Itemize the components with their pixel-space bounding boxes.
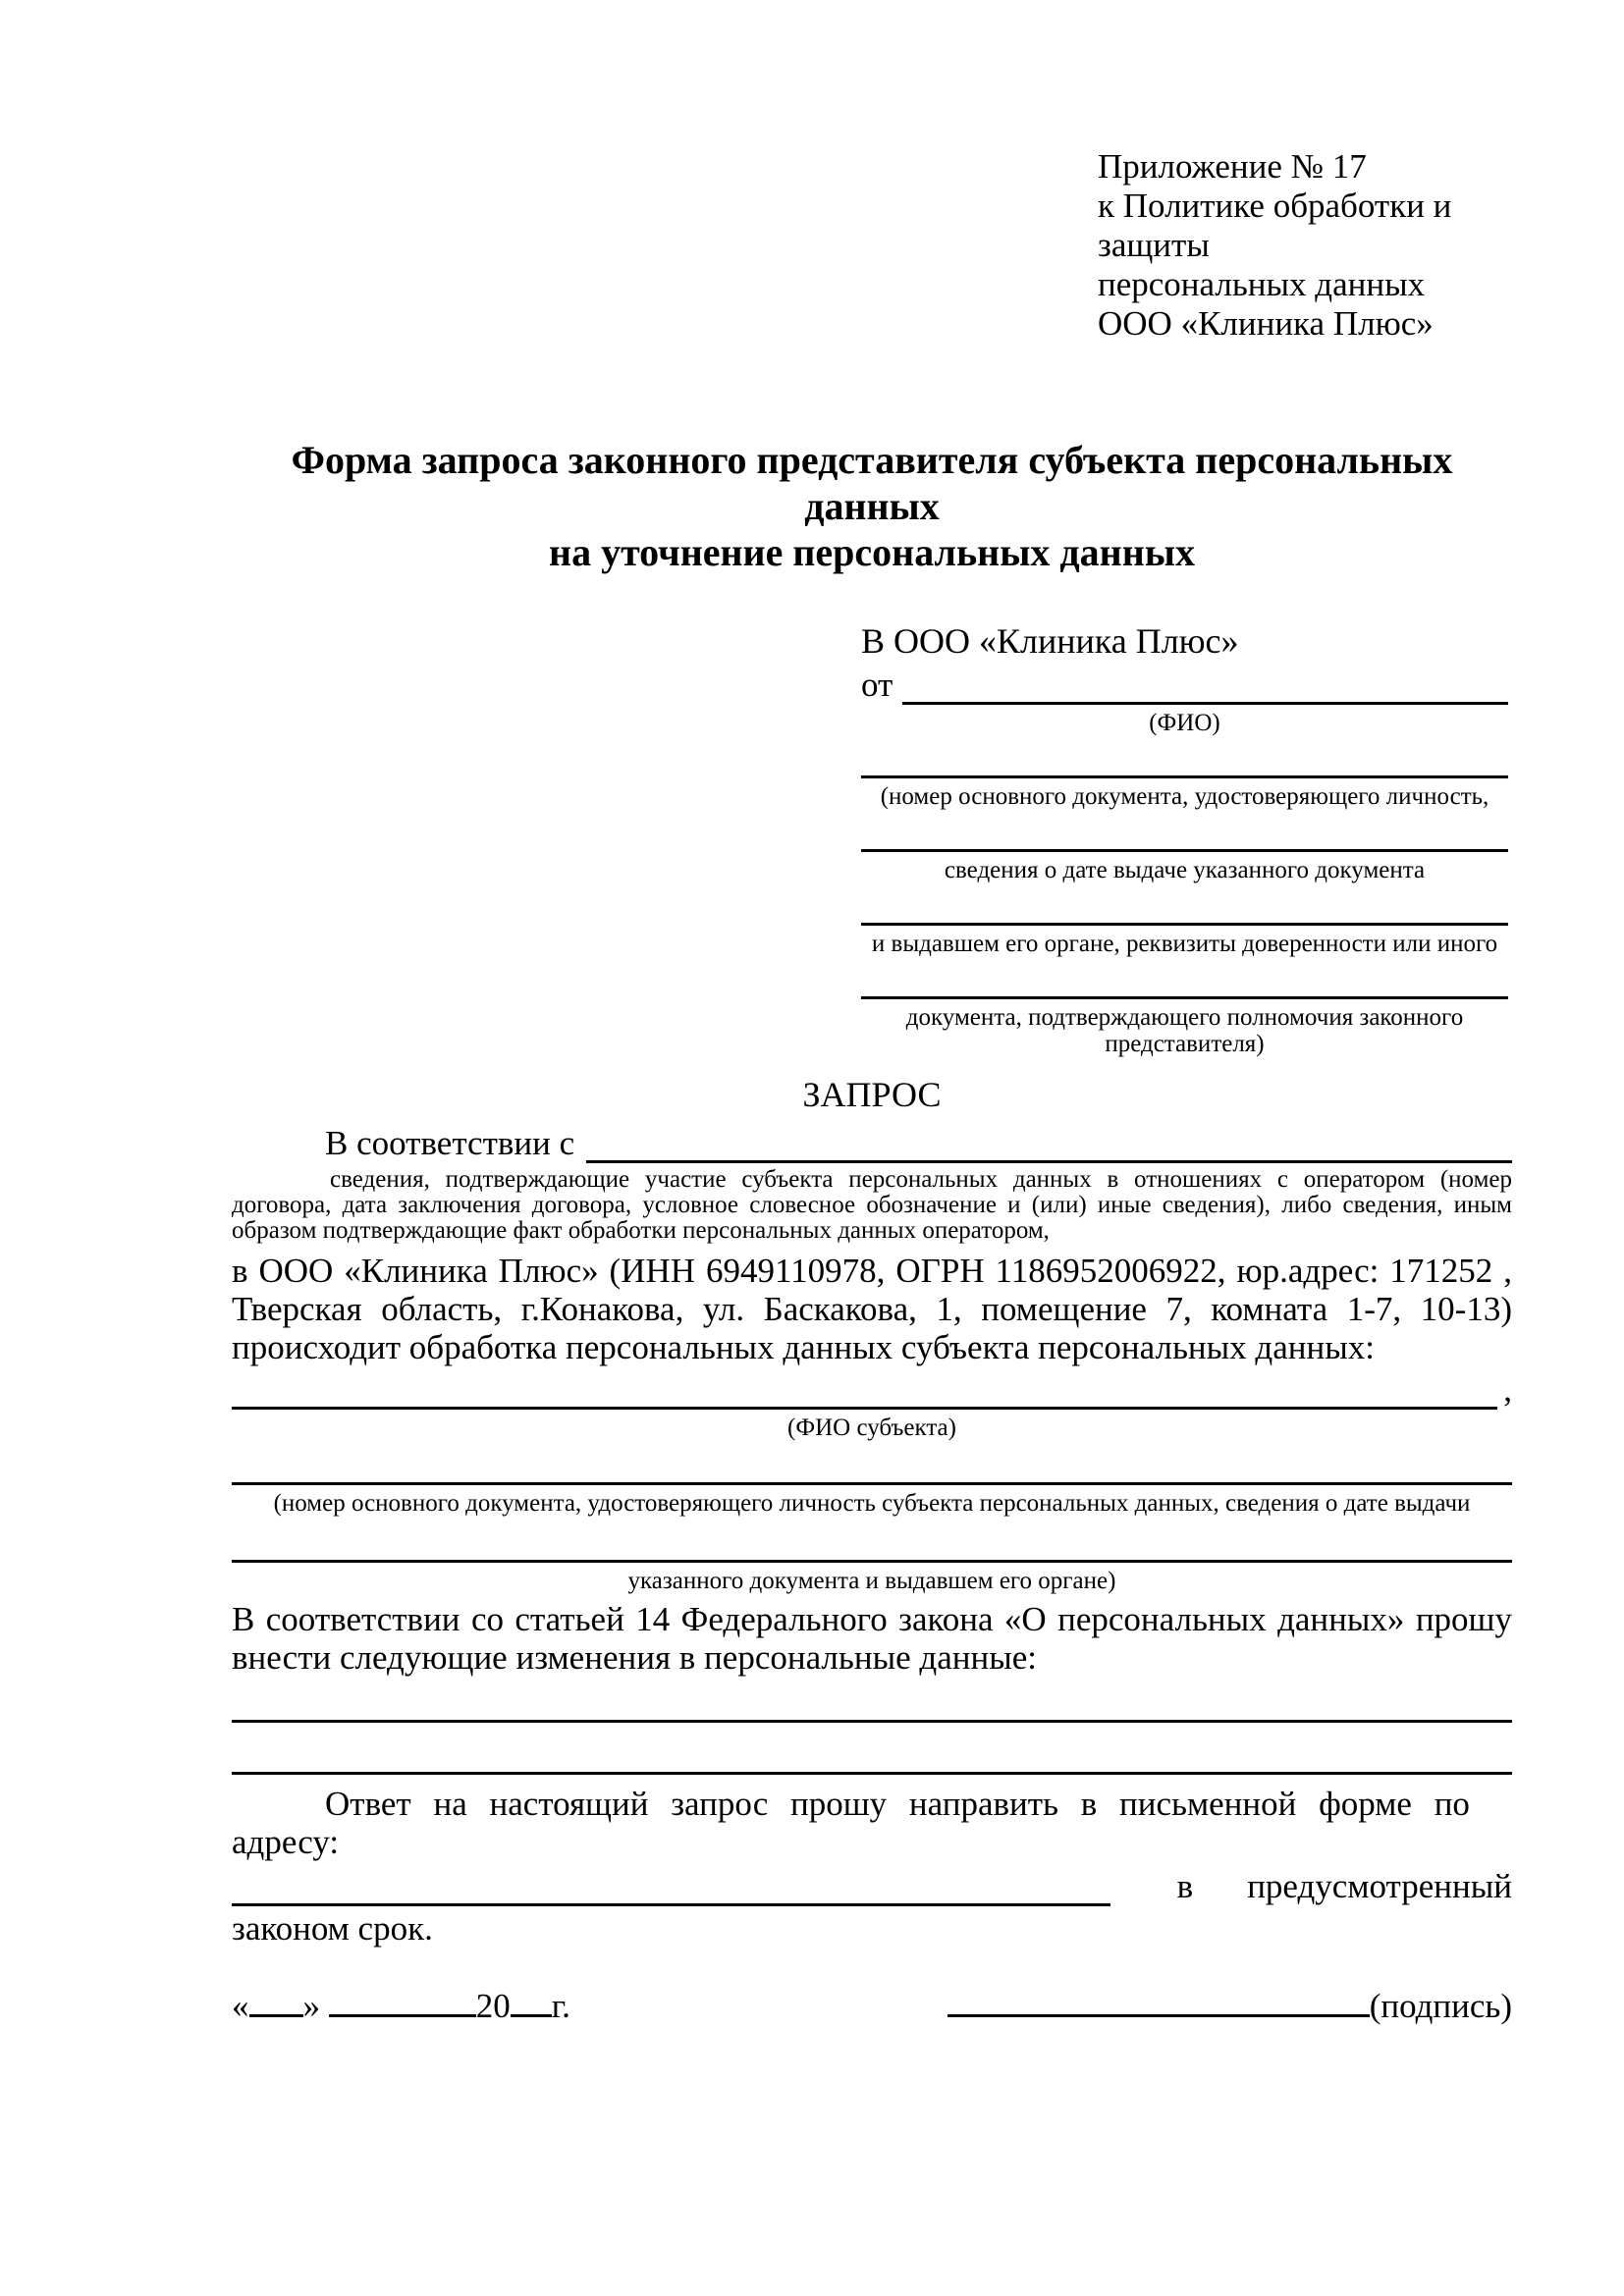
blank-line <box>232 1441 1512 1485</box>
appendix-line: к Политике обработки и защиты <box>1098 187 1452 264</box>
appendix-note <box>1098 147 1512 344</box>
operator-paragraph: в ООО «Клиника Плюс» (ИНН 6949110978, ОГРН 1186952006922, юр.адрес: 171252 , Тверская область, г.Конакова, ул. Баскакова, 1, помещение 7, комната 1-7, 10-13) происходит обработка персональных данных субъекта персональных данных: <box>232 1252 1512 1366</box>
signature-blank-line <box>947 1981 1370 2017</box>
blank-line-caption: сведения о дате выдаче указанного документа <box>944 857 1426 883</box>
subject-blank-line <box>232 1407 1497 1410</box>
reply-address-row <box>232 1861 1512 1906</box>
footnote-text: сведения, подтверждающие участие субъекта персональных данных в отношениях с оператором (номер договора, дата заключения договора, условное словесное обозначение и (или) иные сведения), либо сведения, иным образом подтверждающие факт обработки персональных данных оператором, <box>232 1166 1512 1244</box>
blank-line <box>232 1723 1512 1775</box>
signature-field <box>947 1981 1512 2026</box>
date-month-blank <box>329 1981 476 2017</box>
blank-line-caption: (номер основного документа, удостоверяющего личность, <box>880 783 1489 810</box>
from-label: от <box>861 666 893 704</box>
blank-line-caption: документа, подтверждающего полномочия законного представителя) <box>905 1004 1464 1057</box>
form-title-line2: на уточнение персональных данных <box>549 530 1195 574</box>
reply-word-1: в <box>1176 1867 1194 1905</box>
intro-prefix: В соответствии с <box>325 1124 575 1162</box>
trailing-comma: , <box>1503 1370 1512 1409</box>
reply-paragraph: Ответ на настоящий запрос прошу направить в письменной форме по адресу: <box>232 1785 1470 1861</box>
appendix-line: персональных данных <box>1098 265 1426 303</box>
blank-line-caption: и выдавшем его органе, реквизиты доверенности или иного <box>871 931 1498 957</box>
blank-line <box>861 883 1508 926</box>
law-paragraph: В соответствии со статьей 14 Федерального закона «О персональных данных» прошу внести следующие изменения в персональные данные: <box>232 1600 1512 1677</box>
request-body <box>232 1073 1512 2026</box>
addressee-block <box>861 620 1508 1057</box>
blank-line <box>861 810 1508 852</box>
fio-subject-caption: (ФИО субъекта) <box>787 1415 956 1441</box>
intro-row <box>232 1122 1512 1163</box>
subject-blank-row <box>232 1366 1512 1410</box>
year-prefix: 20 <box>475 1987 511 2025</box>
form-title <box>232 437 1512 575</box>
quote-close: » <box>302 1987 320 2025</box>
date-day-blank <box>249 1981 303 2017</box>
date-field <box>232 1981 570 2026</box>
addressee-from-row <box>861 662 1508 705</box>
addressee-to: В ООО «Клиника Плюс» <box>861 621 1239 661</box>
form-title-line1: Форма запроса законного представителя субъекта персональных данных <box>291 438 1453 528</box>
fio-caption: (ФИО) <box>1149 710 1220 736</box>
reply-word-2: предусмотренный <box>1247 1867 1512 1905</box>
from-blank-line <box>902 702 1508 705</box>
doc-caption-2: указанного документа и выдавшем его органе) <box>627 1568 1116 1594</box>
date-signature-row <box>232 1975 1512 2026</box>
blank-line <box>861 957 1508 999</box>
appendix-line: Приложение № 17 <box>1098 147 1367 186</box>
blank-line <box>232 1677 1512 1723</box>
date-year-blank <box>511 1981 552 2017</box>
request-heading: ЗАПРОС <box>802 1075 942 1114</box>
appendix-line: ООО «Клиника Плюс» <box>1098 304 1434 343</box>
intro-blank-line <box>586 1160 1512 1163</box>
signature-caption: (подпись) <box>1369 1987 1512 2025</box>
quote-open: « <box>232 1987 249 2025</box>
blank-line <box>861 736 1508 778</box>
year-suffix: г. <box>551 1987 570 2025</box>
blank-line <box>232 1517 1512 1563</box>
doc-caption-1: (номер основного документа, удостоверяющего личность субъекта персональных данных, сведения о дате выдачи <box>273 1490 1471 1517</box>
reply-end-text: законом срок. <box>232 1909 433 1948</box>
